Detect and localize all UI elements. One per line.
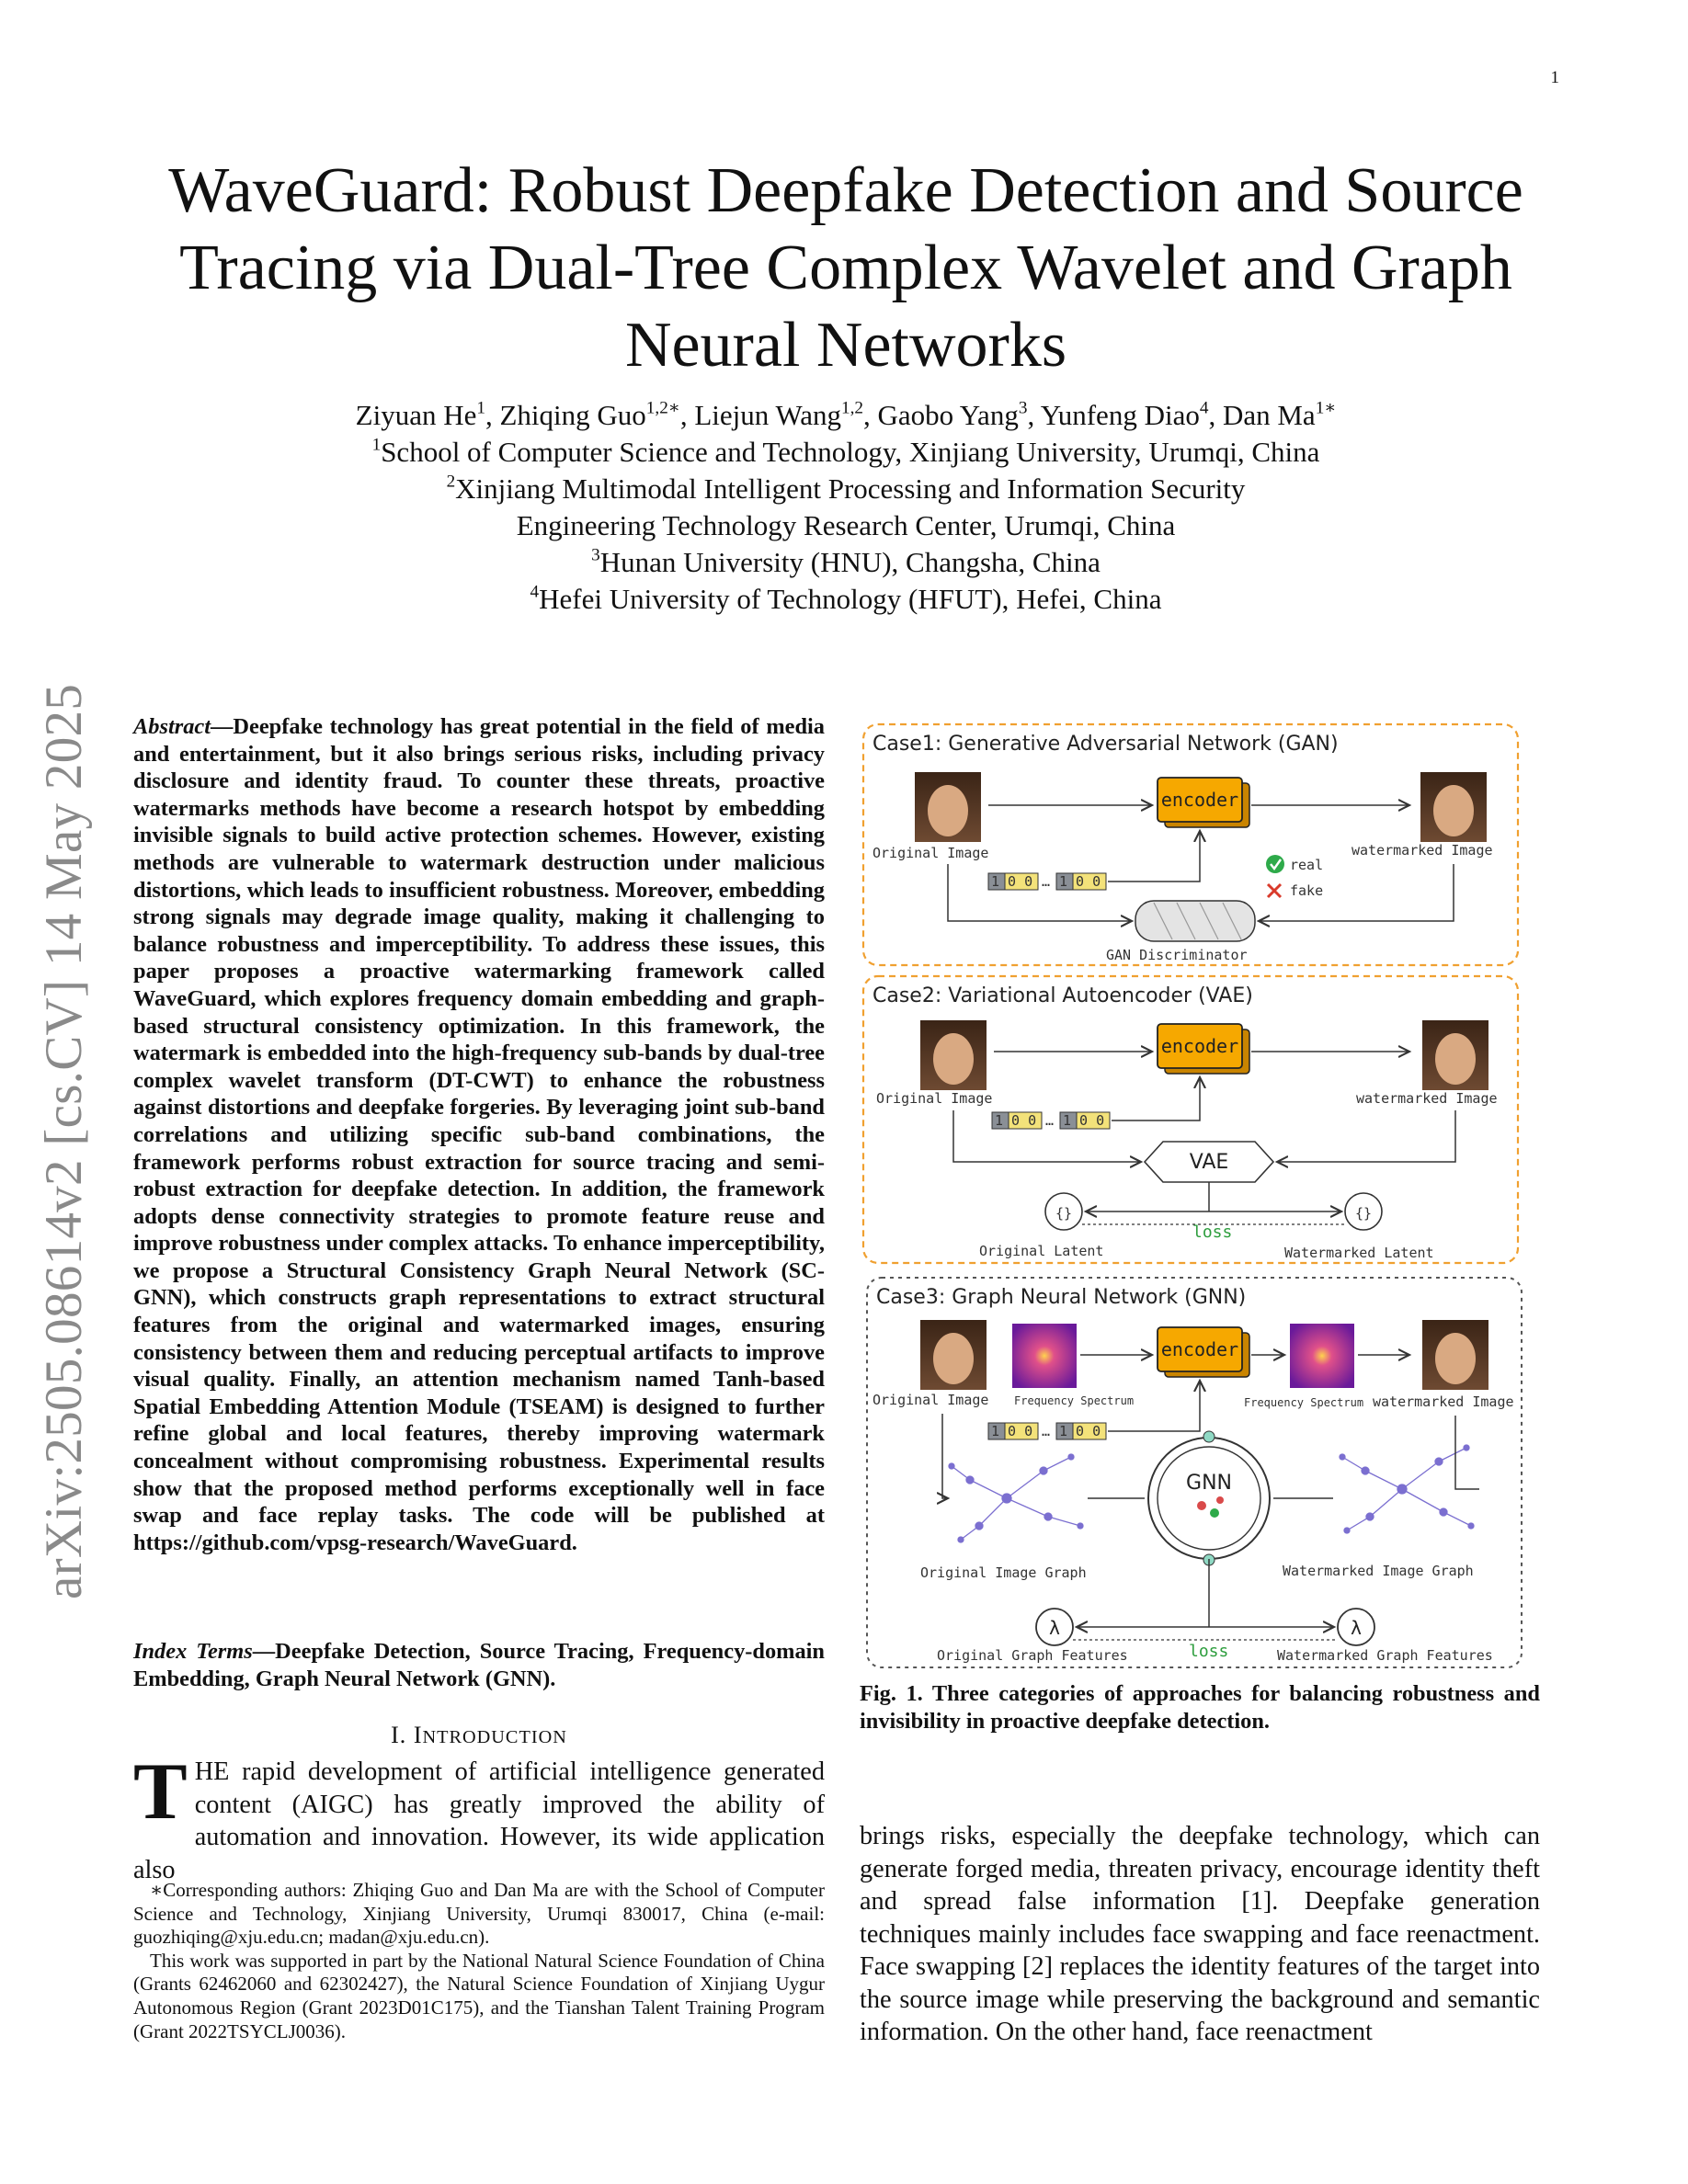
watermarked-image-label: watermarked Image — [1356, 1090, 1498, 1107]
watermarked-image-graph — [1340, 1445, 1474, 1533]
encoder-block — [1158, 778, 1249, 827]
arrow — [1112, 1077, 1200, 1120]
svg-text:λ: λ — [1350, 1617, 1363, 1639]
affiliation-1: $^1$School of Computer Science and Technology, Xinjiang University, Urumqi, China — [371, 435, 1320, 468]
original-graph-features-label: Original Graph Features — [937, 1647, 1128, 1664]
bits-text: 1 0 0 — [991, 1423, 1033, 1439]
frequency-spectrum-image — [1290, 1324, 1354, 1388]
svg-text:{}: {} — [1354, 1205, 1373, 1222]
author-name: , Yunfeng Diao — [1027, 399, 1200, 431]
title-line-1: WaveGuard: Robust Deepfake Detection and Source — [168, 155, 1523, 226]
arxiv-identifier: arXiv:2505.08614v2 [cs.CV] 14 May 2025 — [35, 683, 93, 1599]
loss-label: loss — [1189, 1642, 1229, 1661]
watermarked-face-image — [1422, 1320, 1488, 1390]
author-affiliation-mark: 1,2 — [841, 398, 864, 418]
case1-title: Case1: Generative Adversarial Network (GAN) — [873, 733, 1339, 756]
case2-panel — [863, 976, 1518, 1263]
author-name: , Gaobo Yang — [863, 399, 1019, 431]
watermark-bits — [988, 873, 1106, 890]
frequency-spectrum-label: Frequency Spectrum — [1244, 1396, 1364, 1409]
affiliation-4: $^4$Hefei University of Technology (HFUT), Hefei, China — [530, 582, 1162, 615]
encoder-label: encoder — [1160, 1035, 1239, 1057]
author-name: , Zhiqing Guo — [485, 399, 646, 431]
affiliation-3: $^3$Hunan University (HNU), Changsha, China — [591, 545, 1101, 578]
abstract — [133, 713, 825, 1556]
real-label: real — [1290, 857, 1324, 873]
encoder-label: encoder — [1160, 789, 1239, 811]
author-list — [110, 397, 1581, 434]
bits-text: 1 0 0 — [995, 1112, 1037, 1129]
footnotes — [133, 1879, 825, 2043]
watermarked-image-label: watermarked Image — [1352, 842, 1493, 859]
watermarked-graph-features-icon — [1338, 1609, 1374, 1645]
case3-title: Case3: Graph Neural Network (GNN) — [876, 1286, 1247, 1309]
real-check-icon — [1266, 855, 1284, 873]
arrow — [942, 1414, 948, 1498]
encoder-block — [1158, 1024, 1249, 1074]
bits-text: 1 0 0 — [991, 873, 1033, 890]
encoder-label: encoder — [1160, 1338, 1239, 1360]
svg-text:…: … — [1045, 1112, 1055, 1129]
author-affiliation-mark: 4 — [1199, 398, 1209, 418]
original-latent-label: Original Latent — [979, 1243, 1104, 1259]
watermarked-face-image — [1422, 1020, 1488, 1090]
original-face-image — [920, 1020, 987, 1090]
case2-title: Case2: Variational Autoencoder (VAE) — [873, 984, 1253, 1007]
watermark-bits — [988, 1423, 1106, 1439]
case3-panel — [867, 1278, 1522, 1667]
watermarked-graph-features-label: Watermarked Graph Features — [1277, 1647, 1493, 1664]
original-image-graph — [949, 1454, 1083, 1542]
gan-discriminator-block — [1135, 901, 1255, 941]
gnn-block — [1148, 1431, 1270, 1565]
author-affiliation-mark: 1 — [476, 398, 485, 418]
arrow — [1108, 831, 1200, 882]
drop-cap: T — [133, 1747, 188, 1837]
original-latent-icon — [1045, 1193, 1082, 1230]
abstract-label: Abstract — [133, 714, 211, 739]
original-image-label: Original Image — [873, 1392, 989, 1408]
title-line-2: Tracing via Dual-Tree Complex Wavelet and Graph — [179, 233, 1512, 303]
frequency-spectrum-label: Frequency Spectrum — [1014, 1394, 1135, 1407]
author-affiliation-mark: 1,2∗ — [645, 398, 680, 418]
page-number: 1 — [1550, 68, 1559, 87]
arrow — [948, 864, 1132, 921]
figure-1-diagram — [860, 717, 1540, 1673]
original-graph-features-icon — [1036, 1609, 1073, 1645]
gnn-label: GNN — [1186, 1472, 1232, 1495]
affiliation-2: $^2$Xinjiang Multimodal Intelligent Processing and Information Security — [446, 472, 1246, 505]
bits-text: 1 0 0 — [1059, 873, 1101, 890]
svg-text:λ: λ — [1048, 1617, 1061, 1639]
case1-panel — [863, 724, 1518, 965]
original-image-label: Original Image — [876, 1090, 993, 1107]
arrow — [1259, 864, 1454, 921]
footnote-corresponding: ∗Corresponding authors: Zhiqing Guo and Dan Ma are with the School of Computer Science and Technology, Xinjiang University, Urumqi 830017, China (e-mail: guozhiqing@xju.edu.cn; madan@xju.edu.cn). — [133, 1879, 825, 1949]
watermarked-face-image — [1420, 772, 1487, 842]
title-line-3: Neural Networks — [624, 310, 1067, 381]
fake-label: fake — [1290, 882, 1324, 899]
frequency-spectrum-image — [1012, 1324, 1077, 1388]
introduction-paragraph — [133, 1747, 825, 1886]
original-image-label: Original Image — [873, 845, 989, 861]
vae-label: VAE — [1189, 1151, 1229, 1174]
watermarked-latent-icon — [1345, 1193, 1382, 1230]
affiliation-2-cont: Engineering Technology Research Center, Urumqi, China — [516, 509, 1176, 541]
loss-label: loss — [1192, 1223, 1233, 1242]
introduction-text: HE rapid development of artificial intelligence generated content (AIGC) has greatly improved the ability of automation and innovation. However, its wide application also — [133, 1757, 825, 1884]
watermarked-image-graph-label: Watermarked Image Graph — [1283, 1563, 1474, 1579]
index-terms — [133, 1638, 825, 1692]
watermarked-latent-label: Watermarked Latent — [1284, 1245, 1434, 1261]
encoder-block — [1158, 1327, 1249, 1377]
original-face-image — [915, 772, 981, 842]
svg-text:…: … — [1042, 1423, 1051, 1439]
gan-discriminator-label: GAN Discriminator — [1106, 947, 1248, 963]
author-name: Ziyuan He — [355, 399, 477, 431]
footnote-funding: This work was supported in part by the National Natural Science Foundation of China (Grants 62462060 and 62302427), the Natural Science Foundation of Xinjiang Uygur Autonomous Region (Grant 2023D01C175), and the Tianshan Talent Training Program (Grant 2022TSYCLJ0036). — [133, 1949, 825, 2042]
watermarked-image-label: watermarked Image — [1373, 1393, 1514, 1410]
author-block — [110, 397, 1581, 618]
watermark-bits — [992, 1112, 1110, 1129]
bits-text: 1 0 0 — [1063, 1112, 1105, 1129]
author-name: , Liejun Wang — [679, 399, 842, 431]
section-heading-introduction: I. INTRODUCTION — [391, 1722, 567, 1748]
vae-block — [1145, 1142, 1273, 1182]
fake-cross-icon — [1268, 884, 1281, 897]
svg-text:…: … — [1042, 873, 1051, 890]
author-affiliation-mark: 1∗ — [1315, 398, 1337, 418]
abstract-text: —Deepfake technology has great potential in the field of media and entertainment, but it also brings serious risks, including privacy disclosure and identity fraud. To counter these threats, proactive watermarks methods have become a research hotspot by embedding invisible signals to build active protection schemes. However, existing methods are vulnerable to watermark destruction under malicious distortions, which leads to insufficient robustness. Moreover, embedding strong signals may degrade image quality, making it challenging to balance robustness and imperceptibility. To address these issues, this paper proposes a proactive watermarking framework called WaveGuard, which explores frequency domain embedding and graph-based structural consistency optimization. In this framework, the watermark is embedded into the high-frequency sub-bands by dual-tree complex wavelet transform (DT-CWT) to enhance the robustness against distortions and deepfake forgeries. By leveraging joint sub-band correlations and utilizing specific sub-band combinations, the framework performs robust extraction for source tracing and semi-robust extraction for deepfake detection. In addition, the framework adopts dense connectivity strategies to promote feature reuse and improve robustness under complex attacks. To enhance imperceptibility, we propose a Structural Consistency Graph Neural Network (SC-GNN), which constructs graph representations to extract structural features from the original and watermarked images, ensuring consistency between them and reducing perceptual artifacts to improve visual quality. Finally, an attention mechanism named Tanh-based Spatial Embedding Attention Module (TSEAM) is designed to further refine global and local features, thereby improving watermark concealment without compromising robustness. Experimental results show that the proposed method performs exceptionally well in face swap and face replay tasks. The code will be published at https://github.com/vpsg-research/WaveGuard. — [133, 714, 825, 1555]
bits-text: 1 0 0 — [1059, 1423, 1101, 1439]
svg-text:{}: {} — [1055, 1205, 1073, 1222]
introduction-paragraph-continued: brings risks, especially the deepfake technology, which can generate forged media, threaten privacy, encourage identity theft and spread false information [1]. Deepfake generation techniques mainly includes face swapping and face reenactment. Face swapping [2] replaces the identity features of the target into the source image while preserving the background and semantic information. On the other hand, face reenactment — [860, 1822, 1540, 2046]
case2-border — [863, 976, 1518, 1263]
original-image-graph-label: Original Image Graph — [920, 1564, 1087, 1581]
original-face-image — [920, 1320, 987, 1390]
arrow — [1277, 1110, 1455, 1162]
index-terms-text: —Deepfake Detection, Source Tracing, Frequency-domain Embedding, Graph Neural Network (GNN). — [133, 1639, 825, 1691]
author-name: , Dan Ma — [1208, 399, 1316, 431]
paper-title — [110, 153, 1581, 384]
index-terms-label: Index Terms — [133, 1639, 253, 1664]
figure-1-caption: Fig. 1. Three categories of approaches for balancing robustness and invisibility in proactive deepfake detection. — [860, 1681, 1540, 1734]
author-affiliation-mark: 3 — [1018, 398, 1028, 418]
